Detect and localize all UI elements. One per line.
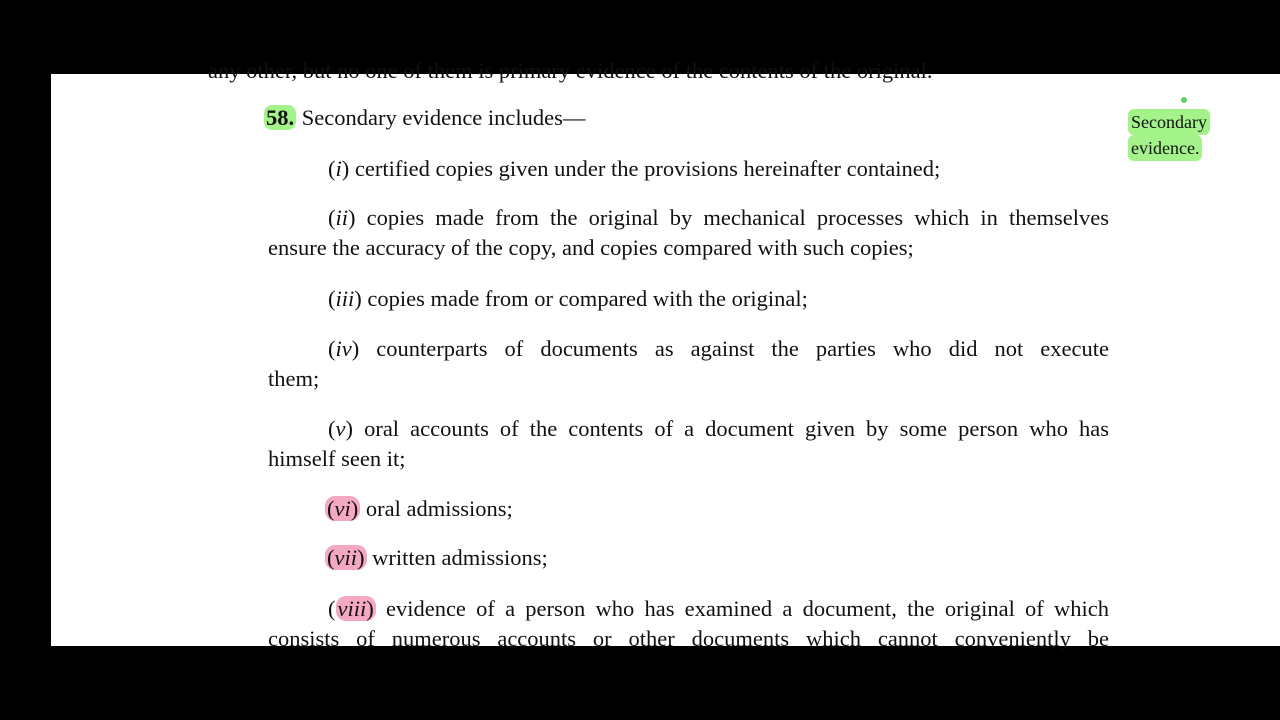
- list-item-iii: [328, 285, 808, 313]
- paren-open: (: [328, 156, 336, 181]
- list-item-viii-continuation: consists of numerous accounts or other documents which cannot conveniently be: [268, 626, 1109, 651]
- margin-note-line1: Secondary: [1128, 109, 1210, 135]
- list-item-ii-continuation: ensure the accuracy of the copy, and copies compared with such copies;: [268, 235, 914, 260]
- paren-close: ): [348, 205, 356, 230]
- item-label-highlight: (vii): [327, 545, 365, 570]
- list-item-viii: [328, 595, 1109, 623]
- paren-open: (: [328, 596, 336, 621]
- list-item-i: [328, 155, 940, 183]
- list-item-vi: [325, 495, 513, 523]
- list-item-ii: [328, 204, 1109, 232]
- section-heading-line: [264, 104, 585, 132]
- item-label-highlight: (vi): [327, 496, 359, 521]
- item-text: certified copies given under the provisions hereinafter contained;: [354, 156, 941, 181]
- section-heading: Secondary evidence includes—: [301, 105, 586, 130]
- item-text: written admissions;: [372, 545, 548, 570]
- item-text: copies made from or compared with the original;: [367, 286, 808, 311]
- item-text-line1: counterparts of documents as against the parties who did not execute: [376, 336, 1109, 361]
- item-text-line1: copies made from the original by mechanical processes which in themselves: [366, 205, 1109, 230]
- item-numeral: i: [335, 156, 342, 181]
- item-text-line1: evidence of a person who has examined a document, the original of which: [385, 596, 1109, 621]
- list-item-vii: [325, 544, 548, 572]
- previous-paragraph-line: any other, but no one of them is primary evidence of the contents of the original.: [208, 58, 933, 83]
- list-item-iv: [328, 335, 1109, 363]
- paren-open: (: [328, 205, 336, 230]
- paren-close: ): [341, 156, 350, 181]
- paren-open: (: [328, 416, 336, 441]
- paren-open: (: [328, 336, 336, 361]
- margin-note-line2: evidence.: [1128, 135, 1202, 161]
- paren-close: ): [354, 286, 362, 311]
- item-numeral-highlight: viii): [337, 596, 374, 621]
- margin-note: [1128, 109, 1210, 161]
- item-text: oral admissions;: [365, 496, 513, 521]
- document-viewer[interactable]: [51, 58, 1280, 651]
- paren-close: ): [351, 336, 360, 361]
- item-numeral: iv: [335, 336, 352, 361]
- section-number: 58.: [266, 105, 295, 130]
- list-item-v: [328, 415, 1109, 443]
- list-item-iv-continuation: them;: [268, 366, 320, 391]
- paren-open: (: [328, 286, 336, 311]
- item-numeral: iii: [335, 286, 355, 311]
- item-text-line1: oral accounts of the contents of a document given by some person who has: [364, 416, 1110, 441]
- item-numeral: ii: [335, 205, 349, 230]
- paren-close: ): [345, 416, 353, 441]
- annotation-dot-icon: [1181, 97, 1187, 103]
- item-numeral: v: [335, 416, 346, 441]
- list-item-v-continuation: himself seen it;: [268, 446, 406, 471]
